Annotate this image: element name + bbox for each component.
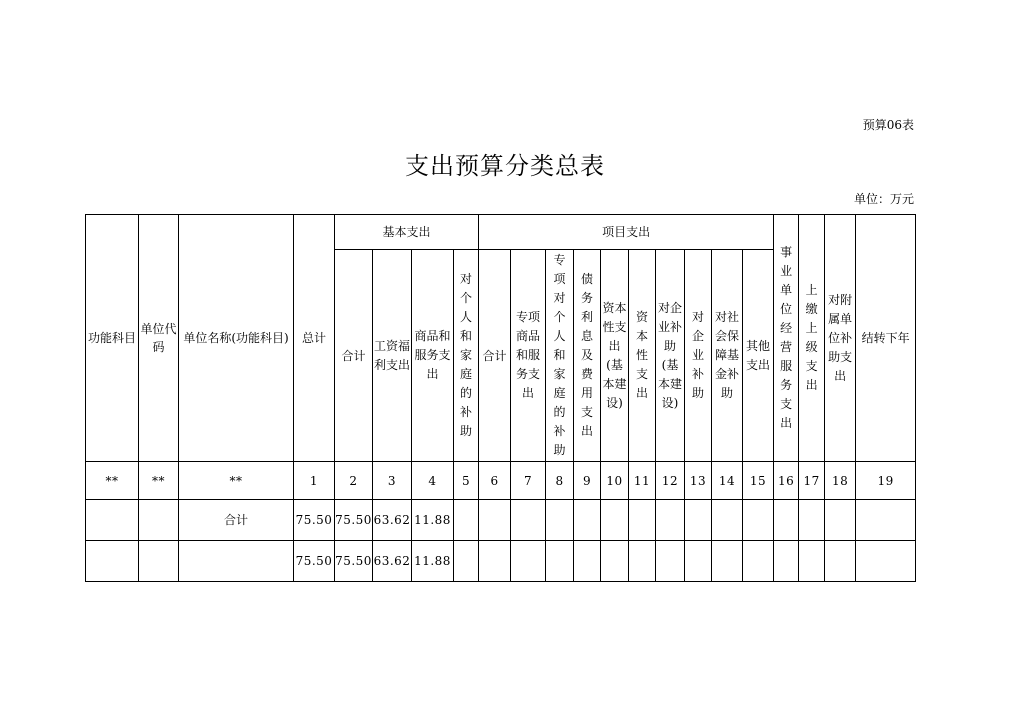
cell-unit-name: 合计 xyxy=(179,500,294,541)
header-unit-code: 单位代码 xyxy=(139,215,179,462)
header-debt-interest-label: 债务利息及费用支出 xyxy=(581,272,594,438)
header-affiliated-subsidy-label: 对附属单位补助支出 xyxy=(828,292,853,383)
cell-empty xyxy=(825,500,856,541)
cell-empty xyxy=(574,500,601,541)
header-capital xyxy=(629,250,656,462)
form-number: 预算06表 xyxy=(862,118,914,132)
header-capital-infra xyxy=(601,250,629,462)
table-row xyxy=(86,541,916,582)
header-project-expenditure: 项目支出 xyxy=(479,215,774,250)
header-turn-over-upper xyxy=(799,215,825,462)
header-salary-welfare-label: 工资福利支出 xyxy=(374,338,411,372)
cell-goods-services: 11.88 xyxy=(412,500,454,541)
index-cell: 13 xyxy=(685,462,712,500)
header-goods-services xyxy=(412,250,454,462)
cell-empty xyxy=(774,500,799,541)
cell-unit-code xyxy=(139,541,179,582)
index-cell: ** xyxy=(139,462,179,500)
index-cell: 2 xyxy=(335,462,373,500)
cell-empty xyxy=(712,541,743,582)
header-other-label: 其他支出 xyxy=(746,338,771,372)
header-special-personal-subsidy-label: 专项对个人和家庭的补助 xyxy=(553,253,566,457)
page-title: 支出预算分类总表 xyxy=(405,152,605,180)
cell-empty xyxy=(511,500,546,541)
index-cell: 5 xyxy=(454,462,479,500)
unit-label: 单位：万元 xyxy=(853,192,914,206)
header-personal-family-subsidy xyxy=(454,250,479,462)
header-func-subject: 功能科目 xyxy=(86,215,139,462)
cell-empty xyxy=(774,541,799,582)
cell-total: 75.50 xyxy=(294,500,335,541)
index-cell: 16 xyxy=(774,462,799,500)
cell-empty xyxy=(479,541,511,582)
cell-empty xyxy=(799,541,825,582)
cell-salary-welfare: 63.62 xyxy=(373,500,412,541)
index-cell: 15 xyxy=(743,462,774,500)
index-cell: 7 xyxy=(511,462,546,500)
index-cell: 18 xyxy=(825,462,856,500)
cell-empty xyxy=(479,500,511,541)
header-special-goods-services xyxy=(511,250,546,462)
index-cell: 6 xyxy=(479,462,511,500)
cell-empty xyxy=(825,541,856,582)
index-cell: 12 xyxy=(656,462,685,500)
cell-empty xyxy=(656,500,685,541)
header-carry-forward: 结转下年 xyxy=(856,215,916,462)
cell-basic-total: 75.50 xyxy=(335,500,373,541)
header-capital-label: 资本性支出 xyxy=(636,310,649,400)
cell-empty xyxy=(574,541,601,582)
cell-empty xyxy=(743,541,774,582)
header-enterprise-subsidy-label: 对企业补助 xyxy=(692,310,705,400)
cell-empty xyxy=(546,541,574,582)
index-cell: 10 xyxy=(601,462,629,500)
header-capital-infra-label: 资本性支出(基本建设) xyxy=(602,300,627,410)
header-basic-total: 合计 xyxy=(335,250,373,462)
header-business-operation xyxy=(774,215,799,462)
table-row xyxy=(86,500,916,541)
cell-unit-code xyxy=(139,500,179,541)
header-enterprise-subsidy xyxy=(685,250,712,462)
cell-empty xyxy=(454,500,479,541)
index-cell: 17 xyxy=(799,462,825,500)
header-affiliated-subsidy xyxy=(825,215,856,462)
index-cell: 14 xyxy=(712,462,743,500)
cell-empty xyxy=(712,500,743,541)
cell-empty xyxy=(743,500,774,541)
cell-empty xyxy=(685,500,712,541)
cell-empty xyxy=(629,541,656,582)
cell-salary-welfare: 63.62 xyxy=(373,541,412,582)
index-cell: 8 xyxy=(546,462,574,500)
header-social-security-fund-label: 对社会保障基金补助 xyxy=(715,310,740,400)
header-special-goods-services-label: 专项商品和服务支出 xyxy=(516,310,541,400)
header-special-personal-subsidy xyxy=(546,250,574,462)
index-cell: ** xyxy=(86,462,139,500)
header-social-security-fund xyxy=(712,250,743,462)
header-other xyxy=(743,250,774,462)
cell-empty xyxy=(601,500,629,541)
index-cell: 11 xyxy=(629,462,656,500)
cell-empty xyxy=(799,500,825,541)
index-cell: 1 xyxy=(294,462,335,500)
cell-empty xyxy=(601,541,629,582)
index-cell: 3 xyxy=(373,462,412,500)
cell-empty xyxy=(856,541,916,582)
cell-func-subject xyxy=(86,541,139,582)
expenditure-budget-table xyxy=(85,214,916,582)
header-enterprise-subsidy-infra xyxy=(656,250,685,462)
header-goods-services-label: 商品和服务支出 xyxy=(414,329,451,381)
header-total: 总计 xyxy=(294,215,335,462)
cell-empty xyxy=(856,500,916,541)
cell-empty xyxy=(511,541,546,582)
header-turn-over-upper-label: 上缴上级支出 xyxy=(805,283,818,392)
index-cell: ** xyxy=(179,462,294,500)
header-unit-name: 单位名称(功能科目) xyxy=(179,215,294,462)
cell-unit-name xyxy=(179,541,294,582)
cell-basic-total: 75.50 xyxy=(335,541,373,582)
cell-func-subject xyxy=(86,500,139,541)
cell-goods-services: 11.88 xyxy=(412,541,454,582)
cell-empty xyxy=(685,541,712,582)
header-project-total: 合计 xyxy=(479,250,511,462)
header-debt-interest xyxy=(574,250,601,462)
index-cell: 9 xyxy=(574,462,601,500)
header-salary-welfare xyxy=(373,250,412,462)
cell-empty xyxy=(656,541,685,582)
index-row xyxy=(86,462,916,500)
cell-empty xyxy=(629,500,656,541)
cell-empty xyxy=(454,541,479,582)
header-business-operation-label: 事业单位经营服务支出 xyxy=(780,245,793,430)
header-basic-expenditure: 基本支出 xyxy=(335,215,479,250)
cell-total: 75.50 xyxy=(294,541,335,582)
header-personal-family-subsidy-label: 对个人和家庭的补助 xyxy=(459,272,472,438)
index-cell: 4 xyxy=(412,462,454,500)
header-enterprise-subsidy-infra-label: 对企业补助(基本建设) xyxy=(658,300,683,410)
index-cell: 19 xyxy=(856,462,916,500)
cell-empty xyxy=(546,500,574,541)
